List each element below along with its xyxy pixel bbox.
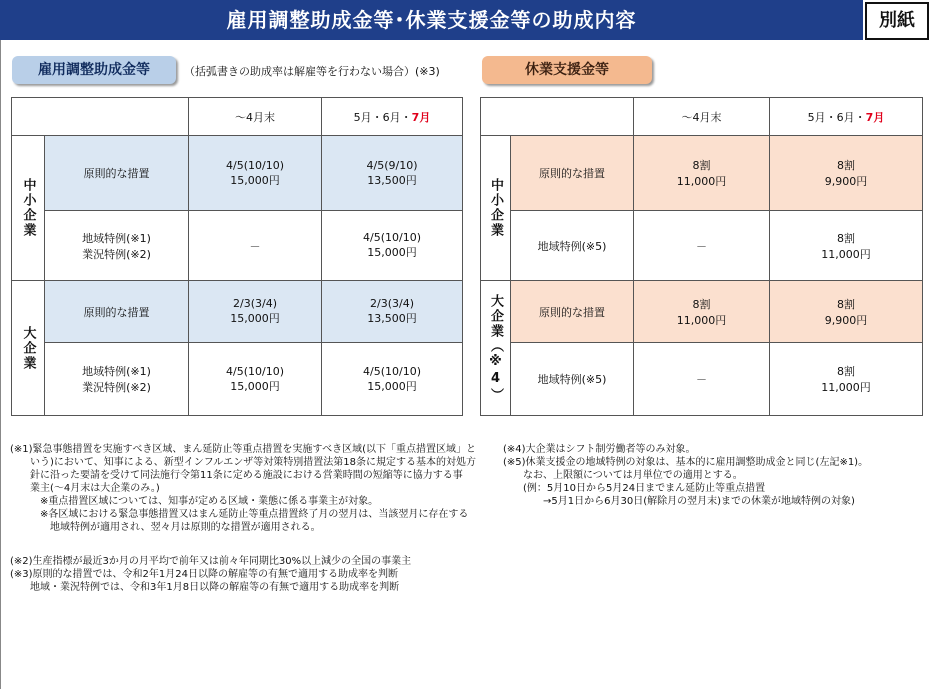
row-label: 原則的な措置	[511, 136, 634, 211]
row-label: 地域特例(※1) 業況特例(※2)	[45, 343, 189, 416]
rate-cell: 2/3(3/4) 13,500円	[322, 281, 463, 343]
row-label: 原則的な措置	[511, 281, 634, 343]
rate-cell: 8割 11,000円	[770, 211, 923, 281]
footnotes-left: (※1)緊急事態措置を実施すべき区域、まん延防止等重点措置を実施すべき区域(以下「重点措置区域」と いう)において、知事による、新型インフルエンザ等対策特別措置法第18条に規定する基本的対処方 針に沿った要請を受けて同法施行令第11条に定める施設における営業時間の短縮等に協力する事 業主(～4月末は大企業のみ。) ※重点措置区域については、知事が定める区域・業態に係る事業主が対象。 ※各区域における緊急事態措置又はまん延防止等重点措置終了月の翌月は、当該翌月に存在する 地域特例が適用され、翌々月は原則的な措置が適用される。	[10, 444, 477, 533]
footnotes-right: (※4)大企業はシフト制労働者等のみ対象。 (※5)休業支援金の地域特例の対象は、基本的に雇用調整助成金と同じ(左記※1)。 なお、上限額については月単位での適用とする。 (例：5月10日から5月24日までまん延防止等重点措置 →5月1日から6月30日(解除月の翌月末)までの休業が地域特例の対象)	[503, 444, 869, 507]
rate-cell: 8割 11,000円	[634, 136, 770, 211]
empty-header	[12, 98, 189, 136]
col-header-may-jul: 5月・6月・7月	[770, 98, 923, 136]
rate-cell: 8割 9,900円	[770, 281, 923, 343]
col-header-april: ～4月末	[634, 98, 770, 136]
left-table	[11, 97, 463, 416]
rate-cell: －	[634, 343, 770, 416]
row-label: 原則的な措置	[45, 281, 189, 343]
row-label: 地域特例(※5)	[511, 343, 634, 416]
rate-cell: 8割 11,000円	[770, 343, 923, 416]
rate-cell: －	[634, 211, 770, 281]
rate-cell: －	[189, 211, 322, 281]
col-header-may-jul: 5月・6月・7月	[322, 98, 463, 136]
page-title: 雇用調整助成金等･休業支援金等の助成内容	[226, 8, 637, 32]
left-border	[0, 40, 1, 689]
rate-cell: 4/5(9/10) 13,500円	[322, 136, 463, 211]
row-label: 地域特例(※1) 業況特例(※2)	[45, 211, 189, 281]
rate-cell: 4/5(10/10) 15,000円	[189, 136, 322, 211]
empty-header	[481, 98, 634, 136]
row-label: 地域特例(※5)	[511, 211, 634, 281]
row-group-large: 大企業（※4）	[481, 281, 511, 416]
rate-cell: 8割 11,000円	[634, 281, 770, 343]
row-group-large: 大企業	[12, 281, 45, 416]
left-section-label: 雇用調整助成金等	[12, 56, 176, 84]
rate-cell: 4/5(10/10) 15,000円	[322, 343, 463, 416]
row-label: 原則的な措置	[45, 136, 189, 211]
rate-cell: 4/5(10/10) 15,000円	[322, 211, 463, 281]
rate-cell: 4/5(10/10) 15,000円	[189, 343, 322, 416]
rate-cell: 2/3(3/4) 15,000円	[189, 281, 322, 343]
right-table	[480, 97, 923, 416]
col-header-april: ～4月末	[189, 98, 322, 136]
left-section-note: （括弧書きの助成率は解雇等を行わない場合）(※3)	[184, 65, 440, 78]
row-group-sme: 中小企業	[12, 136, 45, 281]
right-section-label: 休業支援金等	[482, 56, 652, 84]
rate-cell: 8割 9,900円	[770, 136, 923, 211]
row-group-sme: 中小企業	[481, 136, 511, 281]
footnotes-left-2: (※2)生産指標が最近3か月の月平均で前年又は前々年同期比30%以上減少の全国の事業主 (※3)原則的な措置では、令和2年1月24日以降の解雇等の有無で適用する助成率を判断 地域・業況特例では、令和3年1月8日以降の解雇等の有無で適用する助成率を判断	[10, 556, 412, 593]
attachment-badge: 別紙	[865, 2, 929, 40]
